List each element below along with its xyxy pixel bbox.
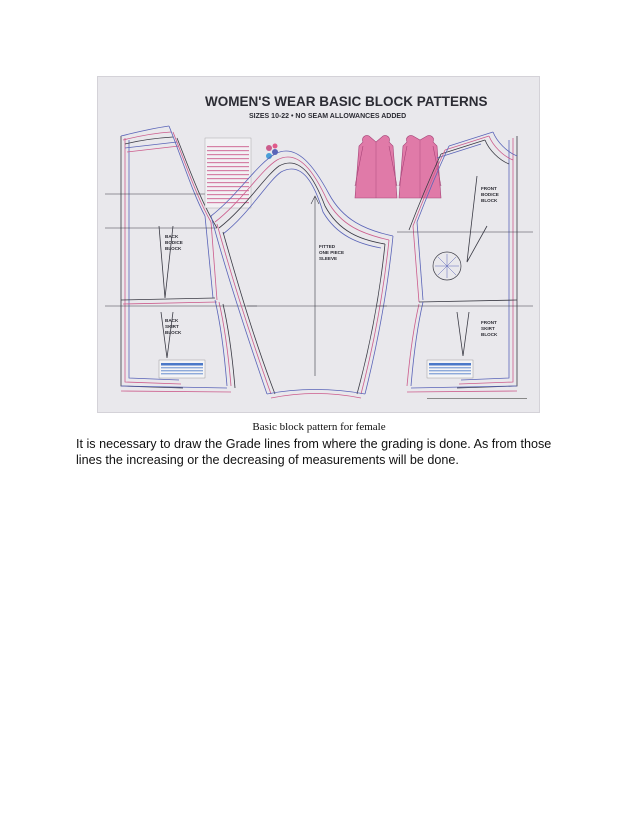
size-table-right (427, 360, 473, 378)
pattern-subtitle: SIZES 10-22 • NO SEAM ALLOWANCES ADDED (249, 113, 407, 120)
back-skirt-label-3: BLOCK (165, 330, 182, 335)
sleeve-label-1: FITTED (319, 244, 336, 249)
block-pattern-figure (97, 76, 540, 413)
sleeve-label-3: SLEEVE (319, 256, 338, 261)
front-bodice-label-1: FRONT (481, 186, 497, 191)
front-skirt-label-2: SKIRT (481, 326, 495, 331)
back-skirt-label-2: SKIRT (165, 324, 179, 329)
back-bodice-label-2: BODICE (165, 240, 183, 245)
size-table-left (159, 360, 205, 378)
block-pattern-drawing (97, 76, 540, 413)
back-bodice-label-3: BLOCK (165, 246, 182, 251)
back-bodice-label-1: BACK (165, 234, 179, 239)
front-bodice-label-2: BODICE (481, 192, 499, 197)
figure-caption: Basic block pattern for female (252, 421, 386, 433)
fine-print-line (427, 398, 527, 399)
color-key-icon (266, 144, 278, 160)
front-skirt-label-1: FRONT (481, 320, 497, 325)
dress-illustration-back (399, 135, 441, 198)
back-skirt-label-1: BACK (165, 318, 179, 323)
sleeve-label-2: ONE PIECE (319, 250, 345, 255)
dress-illustration-front (355, 135, 397, 198)
grading-circle-detail (433, 252, 461, 280)
pattern-title: WOMEN'S WEAR BASIC BLOCK PATTERNS (205, 94, 488, 109)
front-bodice-label-3: BLOCK (481, 198, 498, 203)
front-skirt-label-3: BLOCK (481, 332, 498, 337)
measurement-table (205, 138, 251, 208)
front-block-pattern (377, 132, 533, 392)
body-paragraph: It is necessary to draw the Grade lines from where the grading is done. As from those lines the increasing or the decreasing of measurements will be done. (76, 437, 552, 467)
